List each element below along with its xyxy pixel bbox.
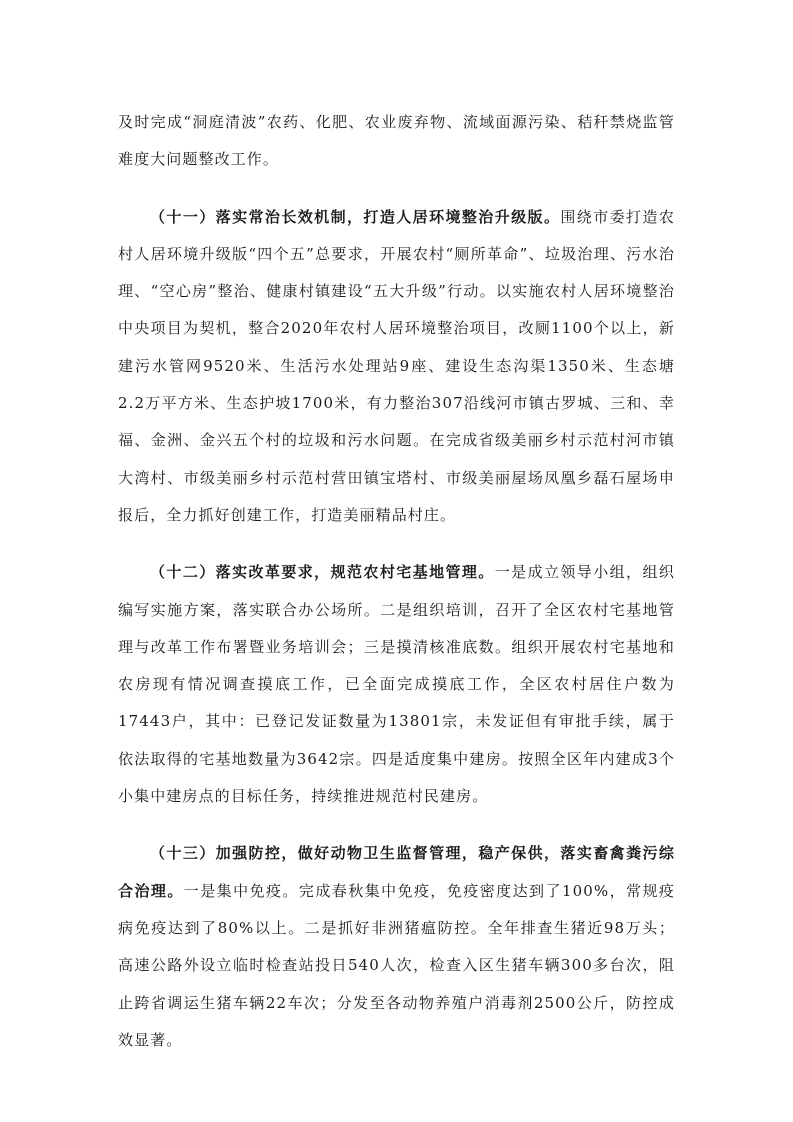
paragraph-section-11 xyxy=(118,199,675,535)
section-heading: （十三）加强防控，做好动物卫生监督管理，稳产保供，落实畜禽粪污综合治理。 xyxy=(118,844,675,900)
paragraph-body: 一是成立领导小组，组织编写实施方案，落实联合办公场所。二是组织培训，召开了全区农村宅基地管理与改革工作布署暨业务培训会；三是摸清核准底数。组织开展农村宅基地和农房现有情况调查摸底工作，已全面完成摸底工作，全区农村居住户数为17443户，其中：已登记发证数量为13801宗，未发证但有审批手续，属于依法取得的宅基地数量为3642宗。四是适度集中建房。按照全区年内建成3个小集中建房点的目标任务，持续推进规范村民建房。 xyxy=(118,563,675,806)
paragraph-section-13 xyxy=(118,835,675,1059)
paragraph-section-12 xyxy=(118,554,675,815)
section-heading: （十二）落实改革要求，规范农村宅基地管理。 xyxy=(150,563,495,582)
paragraph-body: 围绕市委打造农村人居环境升级版“四个五”总要求，开展农村“厕所革命”、垃圾治理、污水治理、“空心房”整治、健康村镇建设“五大升级”行动。以实施农村人居环境整治中央项目为契机，整合2020年农村人居环境整治项目，改厕1100个以上，新建污水管网9520米、生活污水处理站9座、建设生态沟渠1350米、生态塘2.2万平方米、生态护坡1700米，有力整治307沿线河市镇古罗城、三和、幸福、金洲、金兴五个村的垃圾和污水问题。在完成省级美丽乡村示范村河市镇大湾村、市级美丽乡村示范村营田镇宝塔村、市级美丽屋场凤凰乡磊石屋场申报后，全力抓好创建工作，打造美丽精品村庄。 xyxy=(118,207,675,524)
section-heading: （十一）落实常治长效机制，打造人居环境整治升级版。 xyxy=(150,207,561,226)
paragraph-continuation xyxy=(118,104,675,179)
paragraph-body: 及时完成“洞庭清波”农药、化肥、农业废弃物、流域面源污染、秸秆禁烧监管难度大问题整改工作。 xyxy=(118,113,675,169)
paragraph-body: 一是集中免疫。完成春秋集中免疫，免疫密度达到了100%，常规疫病免疫达到了80%以上。二是抓好非洲猪瘟防控。全年排查生猪近98万头；高速公路外设立临时检查站投日540人次，检查入区生猪车辆300多台次，阻止跨省调运生猪车辆22车次；分发至各动物养殖户消毒剂2500公斤，防控成效显著。 xyxy=(118,881,675,1049)
